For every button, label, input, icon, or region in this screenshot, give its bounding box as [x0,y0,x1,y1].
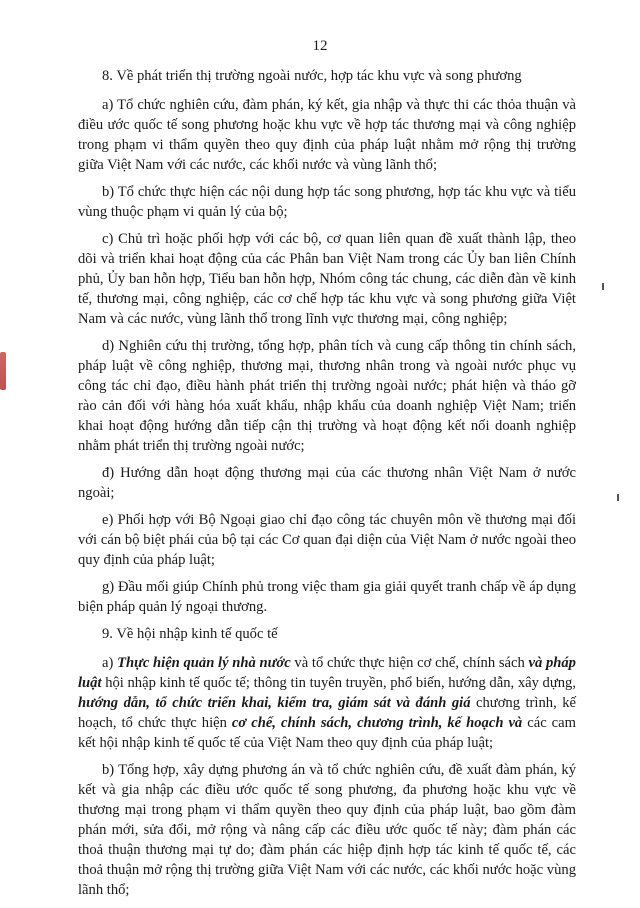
text-run: chương trình, kế hoạch, tổ chức thực hiện [78,695,576,731]
text-run: các cam kết hội nhập kinh tế quốc tế của Việt Nam theo quy định của pháp luật; [78,715,576,751]
text-run: và tổ chức thực hiện cơ chế, chính sách [290,655,529,671]
paragraph-9a [78,653,576,753]
emphasis-run: Thực hiện quản lý nhà nước [117,655,291,671]
margin-tick [602,283,604,290]
emphasis-run: và pháp luật [78,655,576,691]
document-body [78,66,576,907]
emphasis-run: cơ chế, chính sách, chương trình, kế hoạch và [231,715,523,731]
section-heading-8: 8. Về phát triển thị trường ngoài nước, hợp tác khu vực và song phương [102,68,522,84]
paragraph-8c: c) Chủ trì hoặc phối hợp với các bộ, cơ quan liên quan đề xuất thành lập, theo dõi và triển khai hoạt động của các Phân ban Việt Nam trong các Ủy ban liên Chính phủ, Ủy ban hỗn hợp, Tiểu ban hỗn hợp, Nhóm công tác chung, các diễn đàn về kinh tế, thương mại, công nghiệp, các cơ chế hợp tác khu vực và song phương giữa Việt Nam và các nước, vùng lãnh thổ trong lĩnh vực thương mại, công nghiệp; [78,231,576,327]
paragraph-8a: a) Tổ chức nghiên cứu, đàm phán, ký kết, gia nhập và thực thi các thỏa thuận và điều ước quốc tế song phương hoặc khu vực về hợp tác thương mại và công nghiệp trong phạm vi thẩm quyền theo quy định của pháp luật nhằm mở rộng thị trường giữa Việt Nam với các nước, các khối nước và vùng lãnh thổ; [78,97,576,173]
paragraph-8d: d) Nghiên cứu thị trường, tổng hợp, phân tích và cung cấp thông tin chính sách, pháp luật về công nghiệp, thương mại, thương nhân trong và ngoài nước phục vụ công tác chỉ đạo, điều hành phát triển thị trường ngoài nước; phát hiện và tháo gỡ rào cản đối với hàng hóa xuất khẩu, nhập khẩu của doanh nghiệp Việt Nam; triển khai hoạt động hướng dẫn tiếp cận thị trường và hoạt động kết nối doanh nghiệp nhằm phát triển thị trường ngoài nước; [78,338,576,454]
page-number: 12 [312,38,328,54]
text-run: a) [102,655,118,671]
text-run: hội nhập kinh tế quốc tế; thông tin tuyên truyền, phổ biến, hướng dẫn, xây dựng, [101,675,576,691]
paragraph-9b: b) Tổng hợp, xây dựng phương án và tổ chức nghiên cứu, đề xuất đàm phán, ký kết và gia nhập các điều ước quốc tế song phương, đa phương hoặc khu vực về thương mại trong phạm vi thẩm quyền theo quy định của pháp luật, bao gồm đàm phán mới, sửa đổi, mở rộng và nâng cấp các điều ước quốc tế này; đàm phán các thoả thuận thương mại tự do; đàm phán các hiệp định hợp tác kinh tế quốc tế, các thoả thuận mở rộng thị trường giữa Việt Nam với các nước, các khối nước hoặc vùng lãnh thổ; [78,762,576,898]
paragraph-8dd: đ) Hướng dẫn hoạt động thương mại của các thương nhân Việt Nam ở nước ngoài; [78,465,576,501]
emphasis-run: hướng dẫn, tổ chức triển khai, kiểm tra, giám sát và đánh giá [78,695,471,711]
paragraph-8g: g) Đầu mối giúp Chính phủ trong việc tham gia giải quyết tranh chấp về áp dụng biện pháp quản lý ngoại thương. [78,579,576,615]
paragraph-8e: e) Phối hợp với Bộ Ngoại giao chỉ đạo công tác chuyên môn về thương mại đối với cán bộ biệt phái của bộ tại các Cơ quan đại diện của Việt Nam ở nước ngoài theo quy định của pháp luật; [78,512,576,568]
section-heading-9: 9. Về hội nhập kinh tế quốc tế [102,626,278,642]
red-margin-mark [0,352,6,390]
margin-tick [617,494,619,501]
paragraph-8b: b) Tổ chức thực hiện các nội dung hợp tác song phương, hợp tác khu vực và tiểu vùng thuộc phạm vi quản lý của bộ; [78,184,576,220]
